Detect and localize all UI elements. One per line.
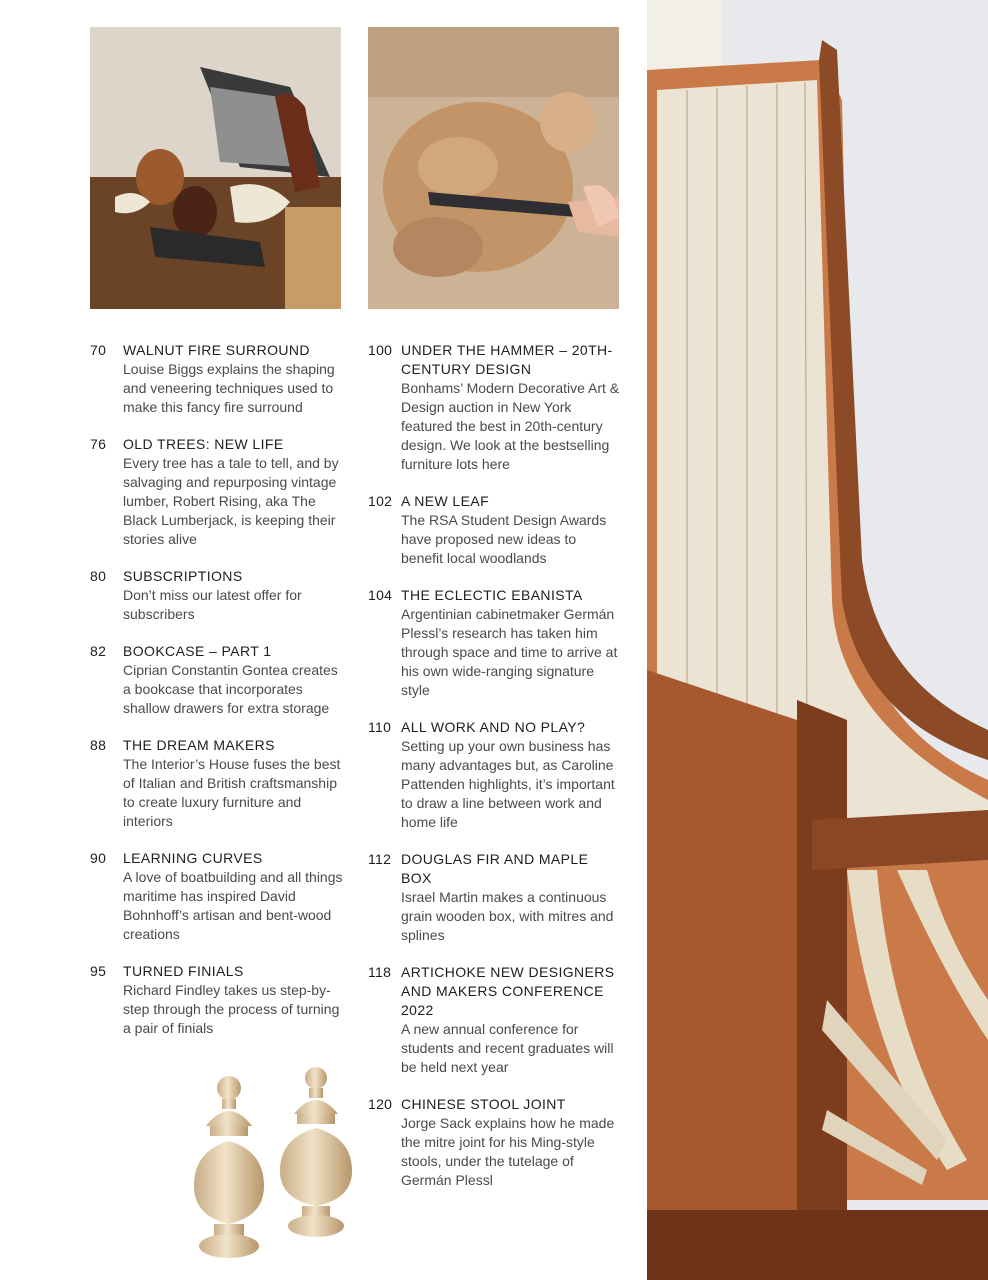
page-number: 112 xyxy=(368,851,392,867)
article-description: Setting up your own business has many advantages but, as Caroline Pattenden highlights, it’s important to draw a line between work and home life xyxy=(401,738,615,830)
page-number: 118 xyxy=(368,964,392,980)
wood-carving-photo xyxy=(368,27,619,309)
page-number: 80 xyxy=(90,568,107,584)
article-title: SUBSCRIPTIONS xyxy=(123,568,243,584)
contents-left-column xyxy=(90,341,348,1056)
article-description: Jorge Sack explains how he made the mitre joint for his Ming-style stools, under the tutelage of Germán Plessl xyxy=(401,1115,615,1188)
article-description: Israel Martin makes a continuous grain wooden box, with mitres and splines xyxy=(401,889,614,943)
page-number: 95 xyxy=(90,963,107,979)
turned-finials-image xyxy=(184,1066,360,1262)
page-number: 102 xyxy=(368,493,393,509)
article-title: DOUGLAS FIR AND MAPLE BOX xyxy=(401,851,589,886)
page-number: 82 xyxy=(90,643,107,659)
article-title: UNDER THE HAMMER – 20TH-CENTURY DESIGN xyxy=(401,342,613,377)
contents-entry[interactable] xyxy=(368,586,622,700)
article-description: Louise Biggs explains the shaping and veneering techniques used to make this fancy fire surround xyxy=(123,361,335,415)
contents-entry[interactable] xyxy=(90,435,348,549)
article-title: CHINESE STOOL JOINT xyxy=(401,1096,566,1112)
contents-entry[interactable] xyxy=(368,341,622,474)
article-description: Argentinian cabinetmaker Germán Plessl’s research has taken him through space and time to arrive at his own wide-ranging signature style xyxy=(401,606,618,698)
contents-entry[interactable] xyxy=(90,341,348,417)
article-title: WALNUT FIRE SURROUND xyxy=(123,342,310,358)
article-title: BOOKCASE – PART 1 xyxy=(123,643,272,659)
page-number: 76 xyxy=(90,436,107,452)
page-number: 104 xyxy=(368,587,393,603)
article-title: TURNED FINIALS xyxy=(123,963,244,979)
contents-entry[interactable] xyxy=(368,850,622,945)
contents-entry[interactable] xyxy=(368,718,622,832)
contents-entry[interactable] xyxy=(90,849,348,944)
contents-entry[interactable] xyxy=(90,962,348,1038)
page-number: 90 xyxy=(90,850,107,866)
article-description: Don’t miss our latest offer for subscribers xyxy=(123,587,302,622)
contents-entry[interactable] xyxy=(368,492,622,568)
article-description: The Interior’s House fuses the best of Italian and British craftsmanship to create luxury furniture and interiors xyxy=(123,756,341,829)
page-number: 100 xyxy=(368,342,393,358)
page-number: 88 xyxy=(90,737,107,753)
contents-entry[interactable] xyxy=(90,736,348,831)
page-number: 110 xyxy=(368,719,392,735)
contents-entry[interactable] xyxy=(368,1095,622,1190)
hand-planes-photo xyxy=(90,27,341,309)
article-title: LEARNING CURVES xyxy=(123,850,263,866)
article-title: ARTICHOKE NEW DESIGNERS AND MAKERS CONFERENCE 2022 xyxy=(401,964,615,1018)
article-description: Richard Findley takes us step-by-step through the process of turning a pair of finials xyxy=(123,982,340,1036)
article-description: Ciprian Constantin Gontea creates a bookcase that incorporates shallow drawers for extra storage xyxy=(123,662,338,716)
article-title: OLD TREES: NEW LIFE xyxy=(123,436,284,452)
contents-entry[interactable] xyxy=(90,567,348,624)
page-number: 120 xyxy=(368,1096,393,1112)
article-title: THE ECLECTIC EBANISTA xyxy=(401,587,583,603)
article-description: Every tree has a tale to tell, and by salvaging and repurposing vintage lumber, Robert Rising, aka The Black Lumberjack, is keeping their stories alive xyxy=(123,455,339,547)
article-title: ALL WORK AND NO PLAY? xyxy=(401,719,586,735)
article-description: A new annual conference for students and recent graduates will be held next year xyxy=(401,1021,614,1075)
article-description: The RSA Student Design Awards have proposed new ideas to benefit local woodlands xyxy=(401,512,607,566)
contents-right-column xyxy=(368,341,622,1208)
contents-entry[interactable] xyxy=(90,642,348,718)
contents-entry[interactable] xyxy=(368,963,622,1077)
article-description: A love of boatbuilding and all things maritime has inspired David Bohnhoff’s artisan and bent-wood creations xyxy=(123,869,343,942)
bentwood-chair-photo xyxy=(647,0,988,1280)
page-number: 70 xyxy=(90,342,107,358)
article-title: THE DREAM MAKERS xyxy=(123,737,275,753)
article-title: A NEW LEAF xyxy=(401,493,490,509)
article-description: Bonhams’ Modern Decorative Art & Design auction in New York featured the best in 20th-century design. We look at the bestselling furniture lots here xyxy=(401,380,620,472)
